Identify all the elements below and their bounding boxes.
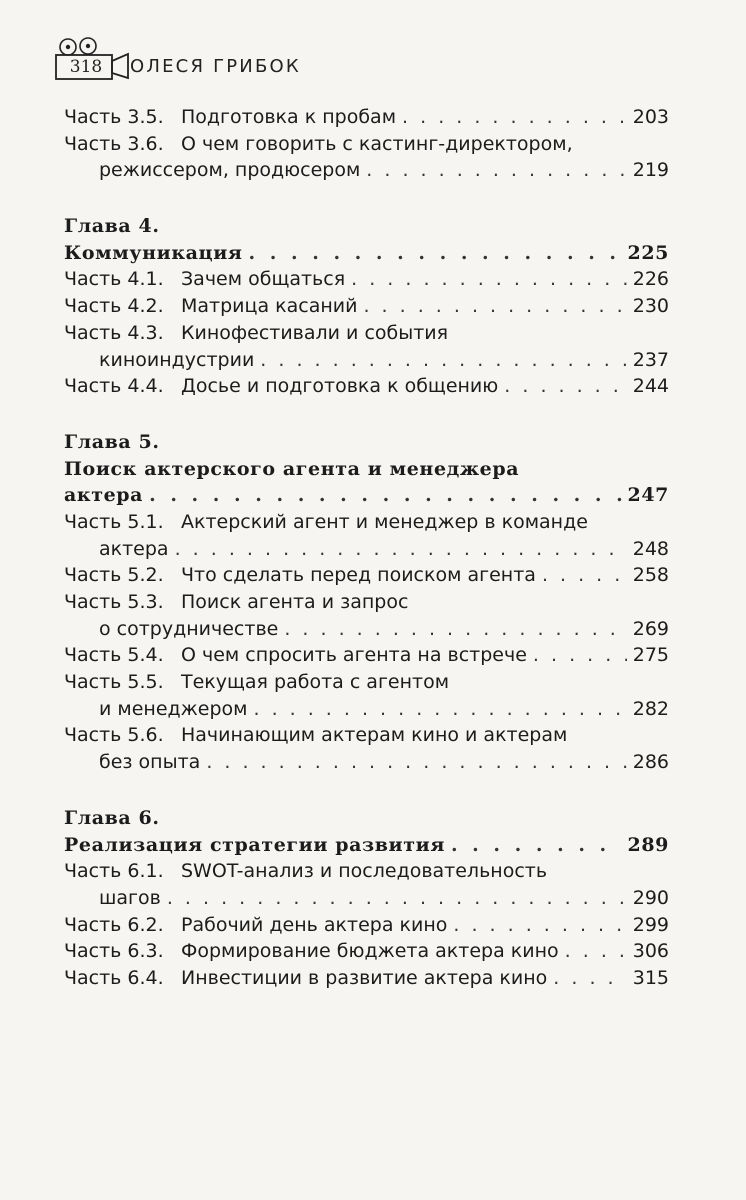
toc-page-number: 258 bbox=[632, 564, 669, 587]
toc-page-number: 226 bbox=[632, 268, 669, 291]
toc-entry bbox=[64, 320, 669, 347]
toc-page-number: 282 bbox=[632, 697, 669, 720]
toc-entry-title: Поиск агента и запрос bbox=[181, 591, 409, 613]
toc-entry-title: Инвестиции в развитие актера кино bbox=[181, 966, 548, 989]
dot-leader bbox=[542, 562, 627, 589]
toc-entry-label bbox=[64, 104, 396, 131]
dot-leader bbox=[206, 749, 626, 776]
toc-entry-label bbox=[64, 616, 278, 643]
toc-entry-number: Часть 6.4. bbox=[64, 966, 164, 989]
toc-entry bbox=[64, 642, 669, 669]
toc-entry-number: Часть 6.3. bbox=[64, 940, 164, 963]
toc-entry-label bbox=[64, 912, 447, 939]
chapter-heading: Глава 6. bbox=[64, 806, 160, 829]
toc-entry bbox=[64, 509, 669, 536]
dot-leader bbox=[504, 373, 626, 400]
toc-entry-number: Часть 5.6. bbox=[64, 724, 164, 747]
toc-entry bbox=[64, 104, 669, 131]
dot-leader bbox=[533, 642, 627, 669]
toc-page-number: 203 bbox=[632, 106, 669, 128]
toc-entry-number: Часть 3.5. bbox=[64, 106, 164, 128]
toc-entry bbox=[64, 266, 669, 293]
toc-entry-title: Рабочий день актера кино bbox=[181, 913, 448, 936]
toc-entry-title: Что сделать перед поиском агента bbox=[181, 564, 536, 587]
toc-page-number: 219 bbox=[632, 159, 669, 182]
toc-entry-title: Коммуникация bbox=[64, 241, 243, 264]
toc-entry-continuation bbox=[64, 749, 669, 776]
section-gap bbox=[64, 776, 669, 805]
dot-leader bbox=[351, 266, 627, 293]
dot-leader bbox=[553, 965, 626, 992]
toc-entry-title: О чем говорить с кастинг-директором, bbox=[181, 132, 573, 155]
toc-page-number: 269 bbox=[632, 617, 669, 640]
toc-entry-title: шагов bbox=[99, 886, 161, 909]
toc-entry-continuation bbox=[64, 616, 669, 643]
toc-page-number: 237 bbox=[632, 348, 669, 371]
dot-leader bbox=[249, 240, 622, 267]
chapter-title-line: Поиск актерского агента и менеджера bbox=[64, 457, 520, 480]
page-number: 318 bbox=[69, 57, 103, 77]
toc-entry-title: Зачем общаться bbox=[181, 268, 346, 291]
toc-entry bbox=[64, 858, 669, 885]
toc-entry-label bbox=[64, 562, 536, 589]
toc-entry-title: Актерский агент и менеджер в команде bbox=[181, 510, 588, 533]
dot-leader bbox=[363, 293, 626, 320]
toc-entry-title: Матрица касаний bbox=[181, 295, 358, 318]
toc-entry-title: Досье и подготовка к общению bbox=[181, 375, 499, 398]
dot-leader bbox=[402, 104, 627, 131]
toc-entry-label bbox=[64, 293, 357, 320]
chapter-title bbox=[64, 482, 669, 509]
toc-page-number: 299 bbox=[632, 913, 669, 936]
toc-entry-title: и менеджером bbox=[99, 697, 248, 720]
toc-entry-label bbox=[64, 320, 448, 347]
toc-entry-continuation bbox=[64, 696, 669, 723]
toc-entry-title: о сотрудничестве bbox=[99, 617, 279, 640]
table-of-contents bbox=[64, 104, 669, 992]
toc-entry-title: без опыта bbox=[99, 751, 201, 774]
dot-leader bbox=[167, 885, 627, 912]
toc-entry-label bbox=[64, 832, 445, 859]
dot-leader bbox=[451, 832, 622, 859]
author-name: ОЛЕСЯ ГРИБОК bbox=[130, 56, 301, 77]
toc-page-number: 290 bbox=[632, 886, 669, 909]
toc-entry-number: Часть 5.2. bbox=[64, 564, 164, 587]
running-header bbox=[52, 36, 452, 80]
toc-entry bbox=[64, 562, 669, 589]
dot-leader bbox=[366, 157, 626, 184]
toc-entry-label bbox=[64, 536, 169, 563]
toc-entry-label bbox=[64, 482, 143, 509]
toc-entry-title: киноиндустрии bbox=[99, 348, 255, 371]
toc-page-number: 315 bbox=[632, 966, 669, 989]
toc-entry bbox=[64, 722, 669, 749]
toc-entry-title: актера bbox=[99, 537, 169, 560]
toc-entry-label bbox=[64, 749, 200, 776]
toc-page-number: 286 bbox=[632, 751, 669, 774]
toc-entry-label bbox=[64, 885, 161, 912]
dot-leader bbox=[565, 938, 627, 965]
toc-entry-title: Текущая работа с агентом bbox=[181, 671, 450, 694]
chapter-title bbox=[64, 240, 669, 267]
toc-entry-label bbox=[64, 642, 527, 669]
toc-entry-label bbox=[64, 157, 360, 184]
toc-entry-label bbox=[64, 669, 449, 696]
chapter-heading: Глава 4. bbox=[64, 215, 160, 238]
toc-page-number: 248 bbox=[632, 537, 669, 560]
section-gap bbox=[64, 184, 669, 213]
toc-entry bbox=[64, 373, 669, 400]
toc-entry-number: Часть 4.2. bbox=[64, 295, 164, 318]
toc-page-number: 275 bbox=[632, 644, 669, 667]
toc-entry-number: Часть 5.5. bbox=[64, 671, 164, 694]
toc-entry-number: Часть 5.1. bbox=[64, 510, 164, 533]
toc-entry-number: Часть 5.3. bbox=[64, 591, 164, 613]
toc-entry-continuation bbox=[64, 347, 669, 374]
chapter-title bbox=[64, 832, 669, 859]
dot-leader bbox=[453, 912, 626, 939]
toc-entry bbox=[64, 669, 669, 696]
dot-leader bbox=[175, 536, 627, 563]
toc-entry-continuation bbox=[64, 157, 669, 184]
toc-entry bbox=[64, 589, 669, 616]
toc-entry-label bbox=[64, 722, 567, 749]
toc-entry bbox=[64, 965, 669, 992]
toc-entry-label bbox=[64, 858, 547, 885]
toc-entry-label bbox=[64, 131, 573, 158]
toc-entry-number: Часть 4.4. bbox=[64, 375, 164, 398]
toc-entry-number: Часть 6.1. bbox=[64, 860, 164, 883]
toc-page-number: 225 bbox=[627, 241, 669, 264]
toc-entry bbox=[64, 131, 669, 158]
toc-entry-label bbox=[64, 696, 247, 723]
chapter-heading: Глава 5. bbox=[64, 430, 160, 453]
toc-entry-number: Часть 4.3. bbox=[64, 321, 164, 344]
toc-entry-title: SWOT-анализ и последовательность bbox=[181, 860, 548, 883]
toc-entry bbox=[64, 293, 669, 320]
section-gap bbox=[64, 400, 669, 429]
toc-entry bbox=[64, 938, 669, 965]
toc-entry-title: Формирование бюджета актера кино bbox=[181, 940, 559, 963]
toc-entry-title: Кинофестивали и события bbox=[181, 321, 449, 344]
dot-leader bbox=[284, 616, 626, 643]
toc-entry-label bbox=[64, 589, 408, 616]
toc-entry-continuation bbox=[64, 885, 669, 912]
toc-entry bbox=[64, 912, 669, 939]
toc-entry-label bbox=[64, 240, 243, 267]
toc-entry-label bbox=[64, 266, 345, 293]
dot-leader bbox=[149, 482, 621, 509]
toc-entry-number: Часть 4.1. bbox=[64, 268, 164, 291]
toc-entry-number: Часть 6.2. bbox=[64, 913, 164, 936]
toc-page-number: 306 bbox=[632, 940, 669, 963]
toc-entry-number: Часть 3.6. bbox=[64, 132, 164, 155]
toc-entry-title: Подготовка к пробам bbox=[181, 106, 397, 128]
toc-entry-continuation bbox=[64, 536, 669, 563]
toc-entry-label bbox=[64, 373, 498, 400]
toc-page-number: 230 bbox=[632, 295, 669, 318]
toc-entry-label bbox=[64, 509, 588, 536]
toc-entry-label bbox=[64, 938, 559, 965]
toc-page-number: 247 bbox=[627, 484, 669, 507]
toc-entry-title: актера bbox=[64, 484, 144, 507]
toc-entry-title: Реализация стратегии развития bbox=[64, 833, 445, 856]
toc-entry-label bbox=[64, 347, 254, 374]
dot-leader bbox=[253, 696, 626, 723]
toc-entry-number: Часть 5.4. bbox=[64, 644, 164, 667]
toc-page-number: 289 bbox=[627, 833, 669, 856]
toc-entry-title: О чем спросить агента на встрече bbox=[181, 644, 527, 667]
toc-entry-label bbox=[64, 965, 547, 992]
toc-page-number: 244 bbox=[632, 375, 669, 398]
dot-leader bbox=[260, 347, 626, 374]
toc-entry-title: режиссером, продюсером bbox=[99, 159, 361, 182]
toc-entry-title: Начинающим актерам кино и актерам bbox=[181, 724, 568, 747]
